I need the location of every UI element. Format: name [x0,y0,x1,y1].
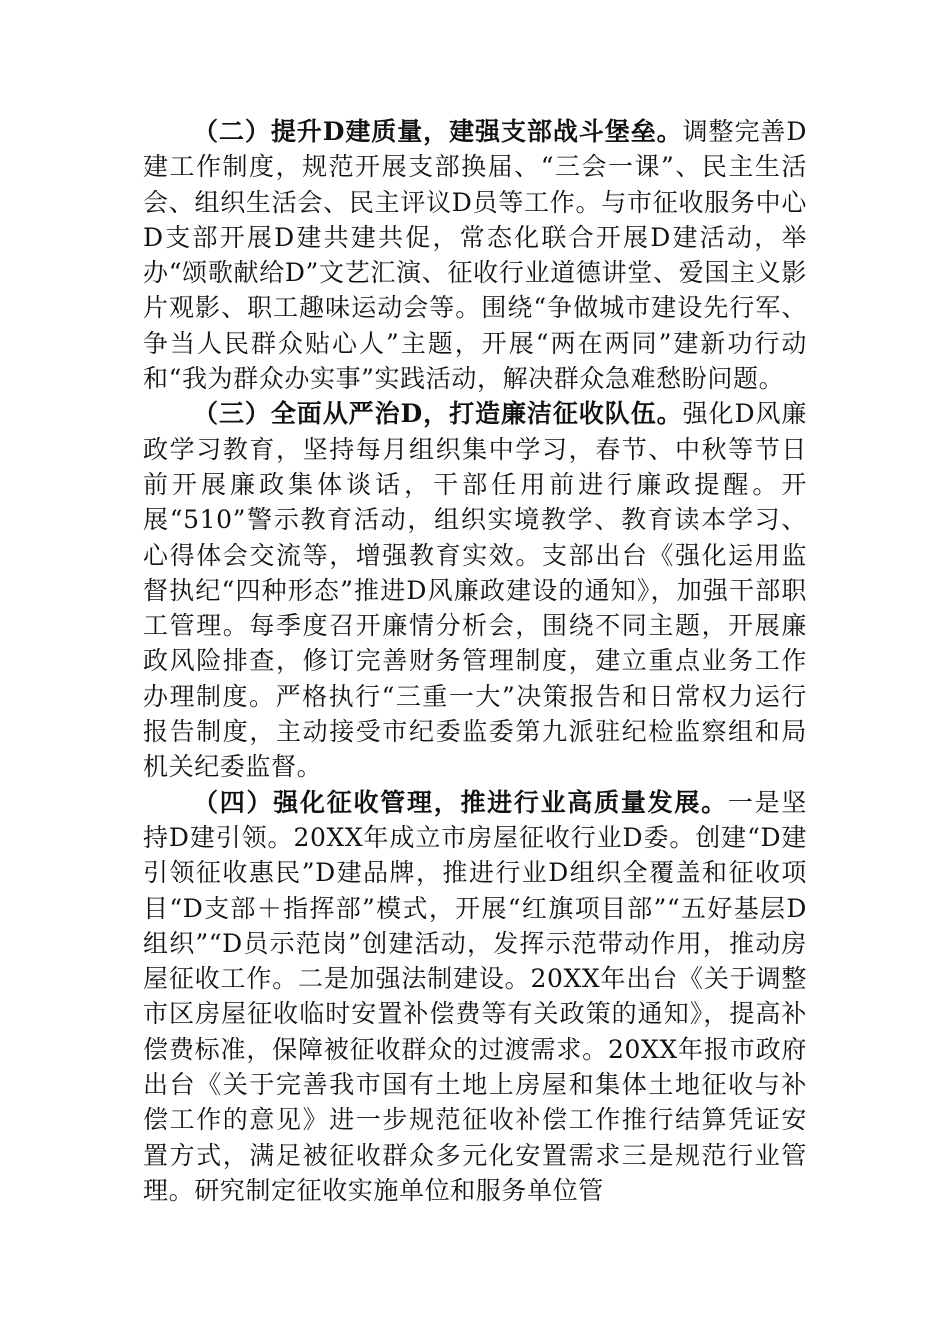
paragraph-section-4 [143,785,807,1209]
paragraph-section-3 [143,396,807,784]
section-heading: （四）强化征收管理，推进行业高质量发展。 [193,787,728,817]
section-text: 调整完善D建工作制度，规范开展支部换届、“三会一课”、民主生活会、组织生活会、民主评议D员等工作。与市征收服务中心D支部开展D建共建共促，常态化联合开展D建活动，举办“颂歌献给D”文艺汇演、征收行业道德讲堂、爱国主义影片观影、职工趣味运动会等。围绕“争做城市建设先行军、争当人民群众贴心人”主题，开展“两在两同”建新功行动和“我为群众办实事”实践活动，解决群众急难愁盼问题。 [143,117,807,394]
section-text: 一是坚持D建引领。20XX年成立市房屋征收行业D委。创建“D建引领征收惠民”D建品牌，推进行业D组织全覆盖和征收项目“D支部＋指挥部”模式，开展“红旗项目部”“五好基层D组织”“D员示范岗”创建活动，发挥示范带动作用，推动房屋征收工作。二是加强法制建设。20XX年出台《关于调整市区房屋征收临时安置补偿费等有关政策的通知》，提高补偿费标准，保障被征收群众的过渡需求。20XX年报市政府出台《关于完善我市国有土地上房屋和集体土地征收与补偿工作的意见》进一步规范征收补偿工作推行结算凭证安置方式，满足被征收群众多元化安置需求三是规范行业管理。研究制定征收实施单位和服务单位管 [143,787,807,1205]
paragraph-section-2 [143,114,807,396]
section-text: 强化D风廉政学习教育，坚持每月组织集中学习，春节、中秋等节日前开展廉政集体谈话，干部任用前进行廉政提醒。开展“510”警示教育活动，组织实境教学、教育读本学习、心得体会交流等，增强教育实效。支部出台《强化运用监督执纪“四种形态”推进D风廉政建设的通知》，加强干部职工管理。每季度召开廉情分析会，围绕不同主题，开展廉政风险排查，修订完善财务管理制度，建立重点业务工作办理制度。严格执行“三重一大”决策报告和日常权力运行报告制度，主动接受市纪委监委第九派驻纪检监察组和局机关纪委监督。 [143,399,807,782]
section-heading: （三）全面从严治D，打造廉洁征收队伍。 [193,399,683,429]
section-heading: （二）提升D建质量，建强支部战斗堡垒。 [193,117,683,146]
document-body [143,114,807,1208]
